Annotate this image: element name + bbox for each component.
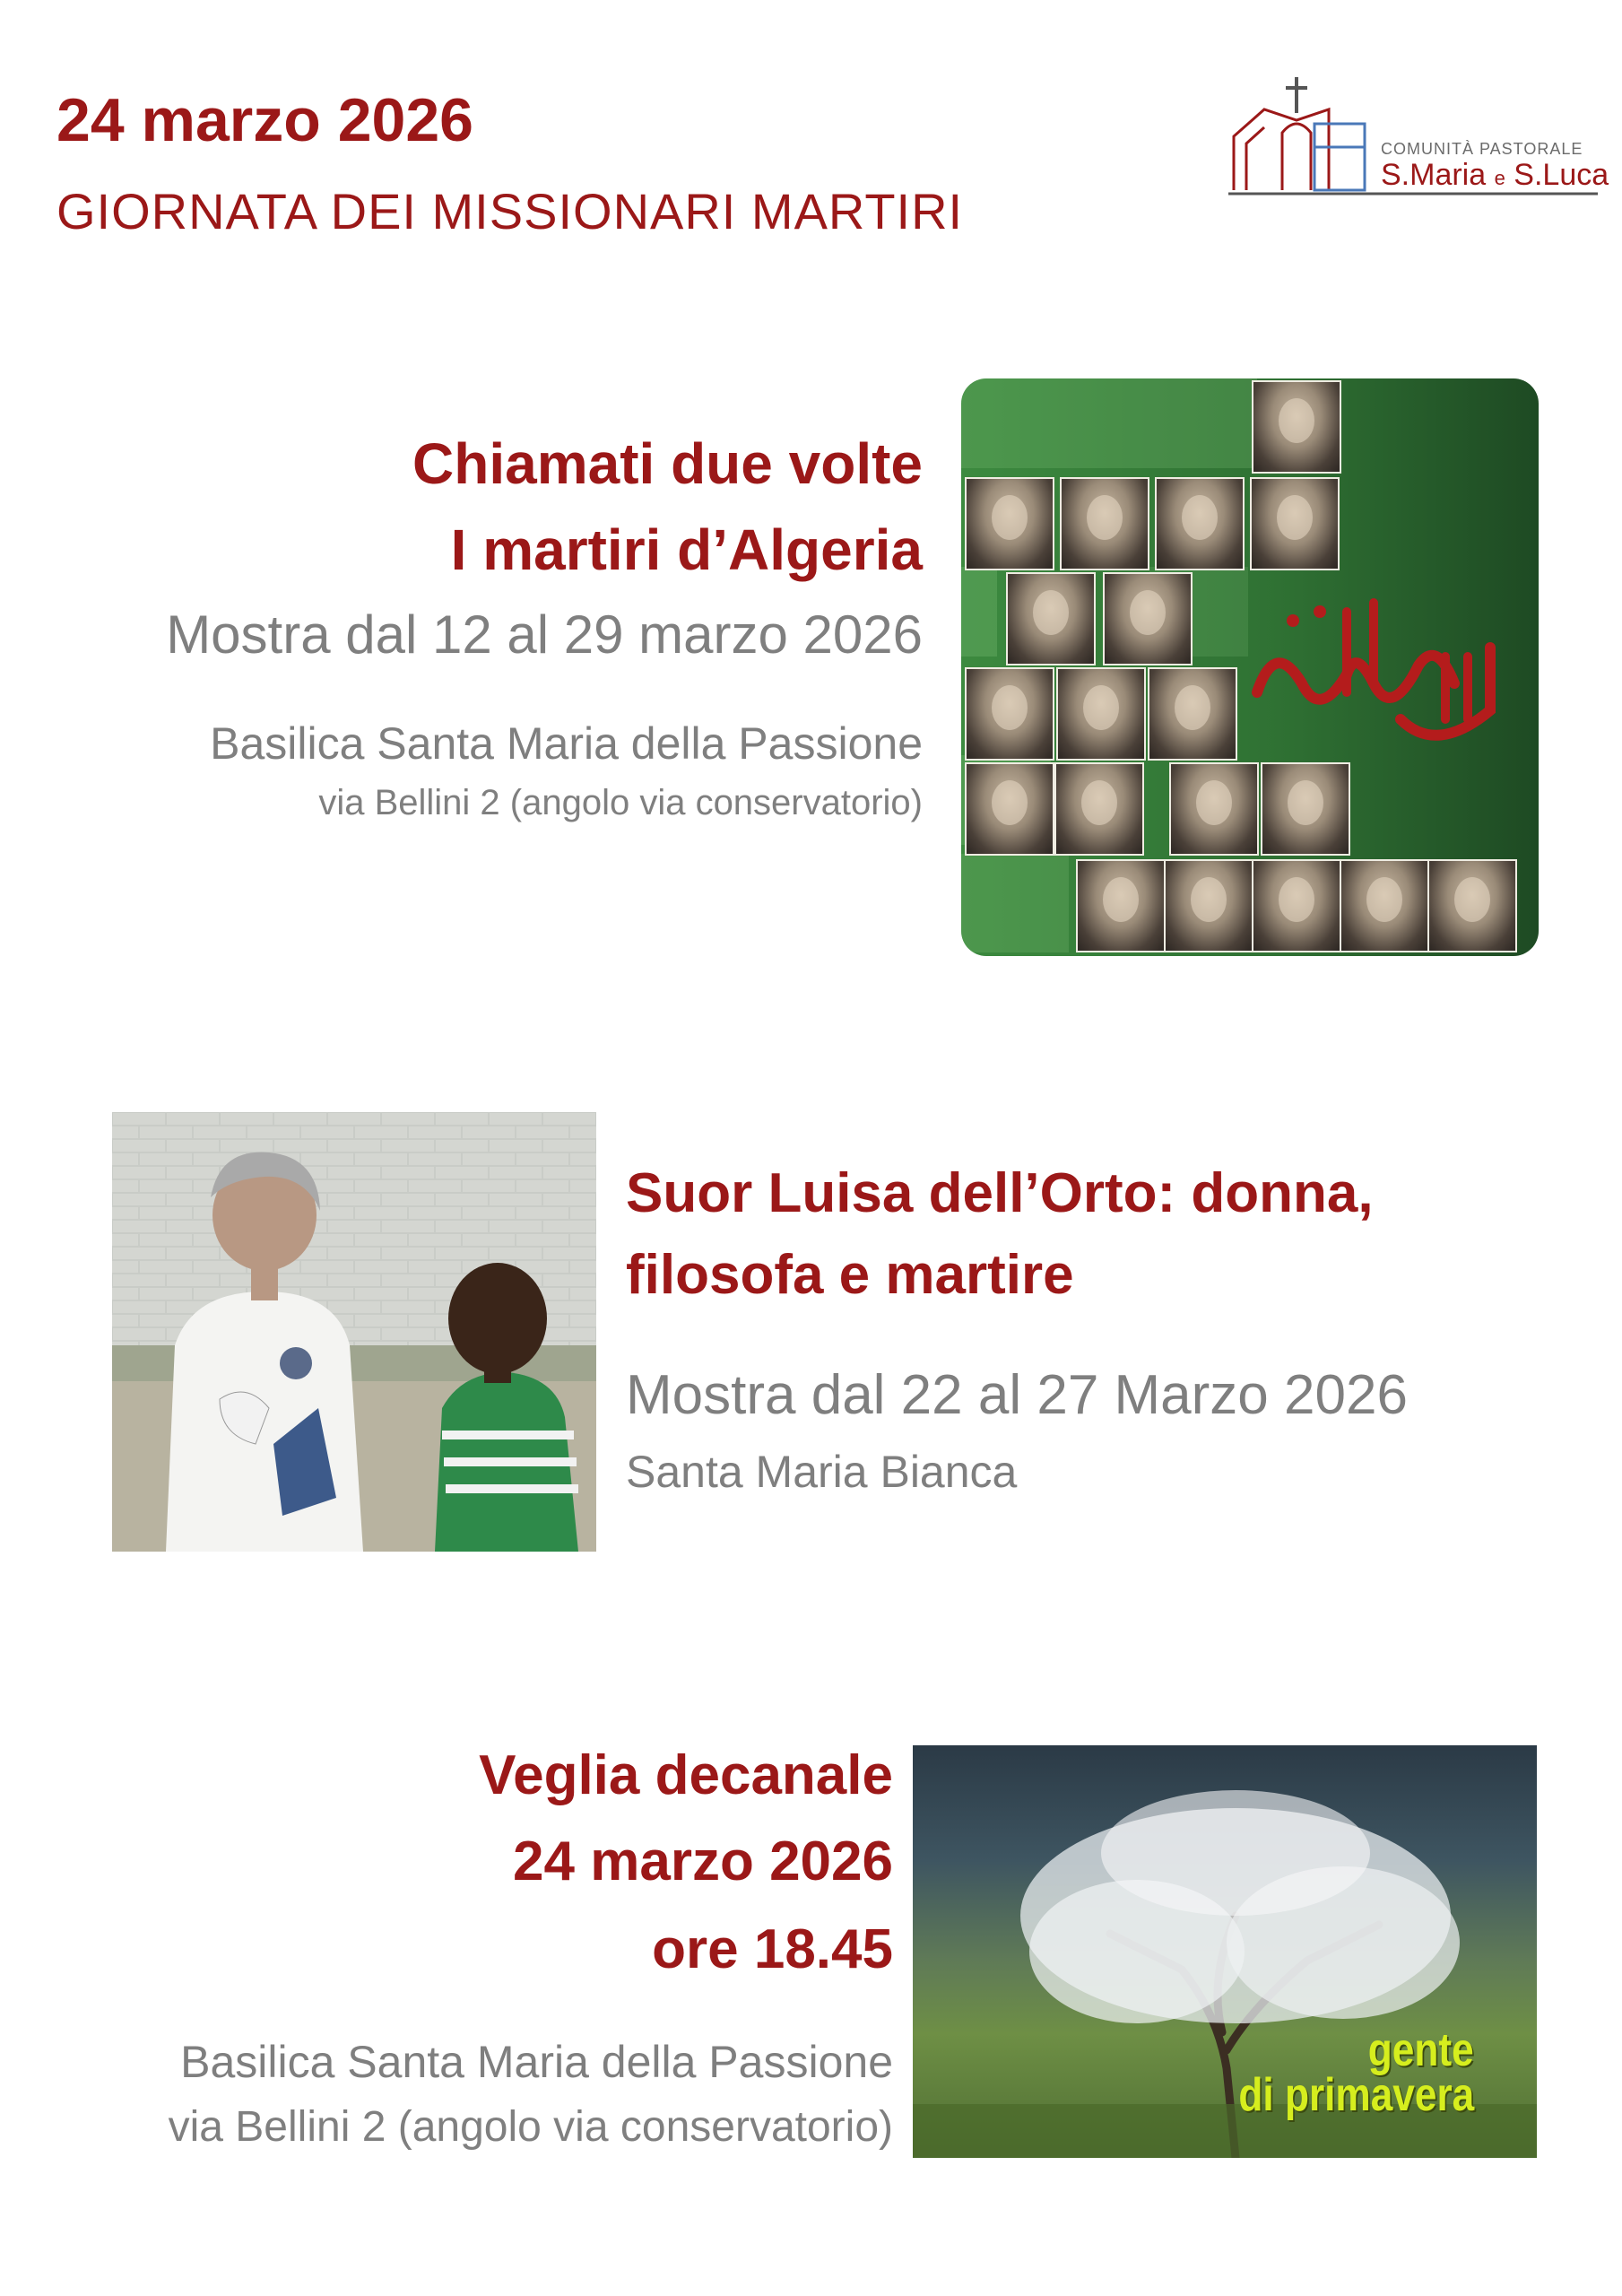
algeria-venue: Basilica Santa Maria della Passione <box>210 718 923 769</box>
vigil-address: via Bellini 2 (angolo via conservatorio) <box>168 2103 893 2151</box>
portrait <box>965 667 1054 761</box>
portrait <box>1103 572 1193 665</box>
portrait <box>1169 762 1259 856</box>
calligraphy-icon <box>1239 585 1508 755</box>
spring-tree-image <box>913 1745 1537 2158</box>
algeria-martyrs-image <box>961 378 1539 956</box>
portrait <box>1056 667 1146 761</box>
suor-luisa-photo-illustration <box>112 1112 596 1552</box>
portrait <box>1340 859 1429 952</box>
spring-caption-line1: gente <box>1368 2024 1474 2076</box>
portrait <box>1076 859 1166 952</box>
luisa-title-line2: filosofa e martire <box>626 1244 1074 1306</box>
date-heading: 24 marzo 2026 <box>56 86 473 154</box>
portrait <box>965 477 1054 570</box>
algeria-title-line2: I martiri d’Algeria <box>450 517 923 582</box>
portrait <box>1054 762 1144 856</box>
portrait <box>1155 477 1245 570</box>
portrait <box>1427 859 1517 952</box>
portrait <box>1148 667 1237 761</box>
algeria-title-line1: Chiamati due volte <box>412 431 923 496</box>
portrait <box>1006 572 1096 665</box>
vigil-time: ore 18.45 <box>652 1918 893 1980</box>
portrait <box>965 762 1054 856</box>
vigil-title: Veglia decanale <box>479 1744 893 1806</box>
portrait <box>1164 859 1253 952</box>
spring-caption-line2: di primavera <box>1238 2069 1474 2121</box>
logo-text-community: COMUNITÀ PASTORALE <box>1381 140 1583 158</box>
vigil-date: 24 marzo 2026 <box>513 1831 893 1892</box>
portrait <box>1250 477 1340 570</box>
luisa-exhibition-dates: Mostra dal 22 al 27 Marzo 2026 <box>626 1364 1408 1426</box>
vigil-venue: Basilica Santa Maria della Passione <box>180 2037 893 2087</box>
portrait <box>1261 762 1350 856</box>
algeria-exhibition-dates: Mostra dal 12 al 29 marzo 2026 <box>166 604 923 665</box>
algeria-address: via Bellini 2 (angolo via conservatorio) <box>318 783 923 822</box>
portrait <box>1060 477 1149 570</box>
portrait <box>1252 380 1341 474</box>
luisa-venue: Santa Maria Bianca <box>626 1447 1018 1497</box>
luisa-title-line1: Suor Luisa dell’Orto: donna, <box>626 1162 1374 1224</box>
portrait <box>1252 859 1341 952</box>
logo-text-parishes: S.Maria e S.Luca <box>1381 158 1609 192</box>
suor-luisa-photo <box>112 1112 596 1552</box>
event-title: GIORNATA DEI MISSIONARI MARTIRI <box>56 183 964 239</box>
